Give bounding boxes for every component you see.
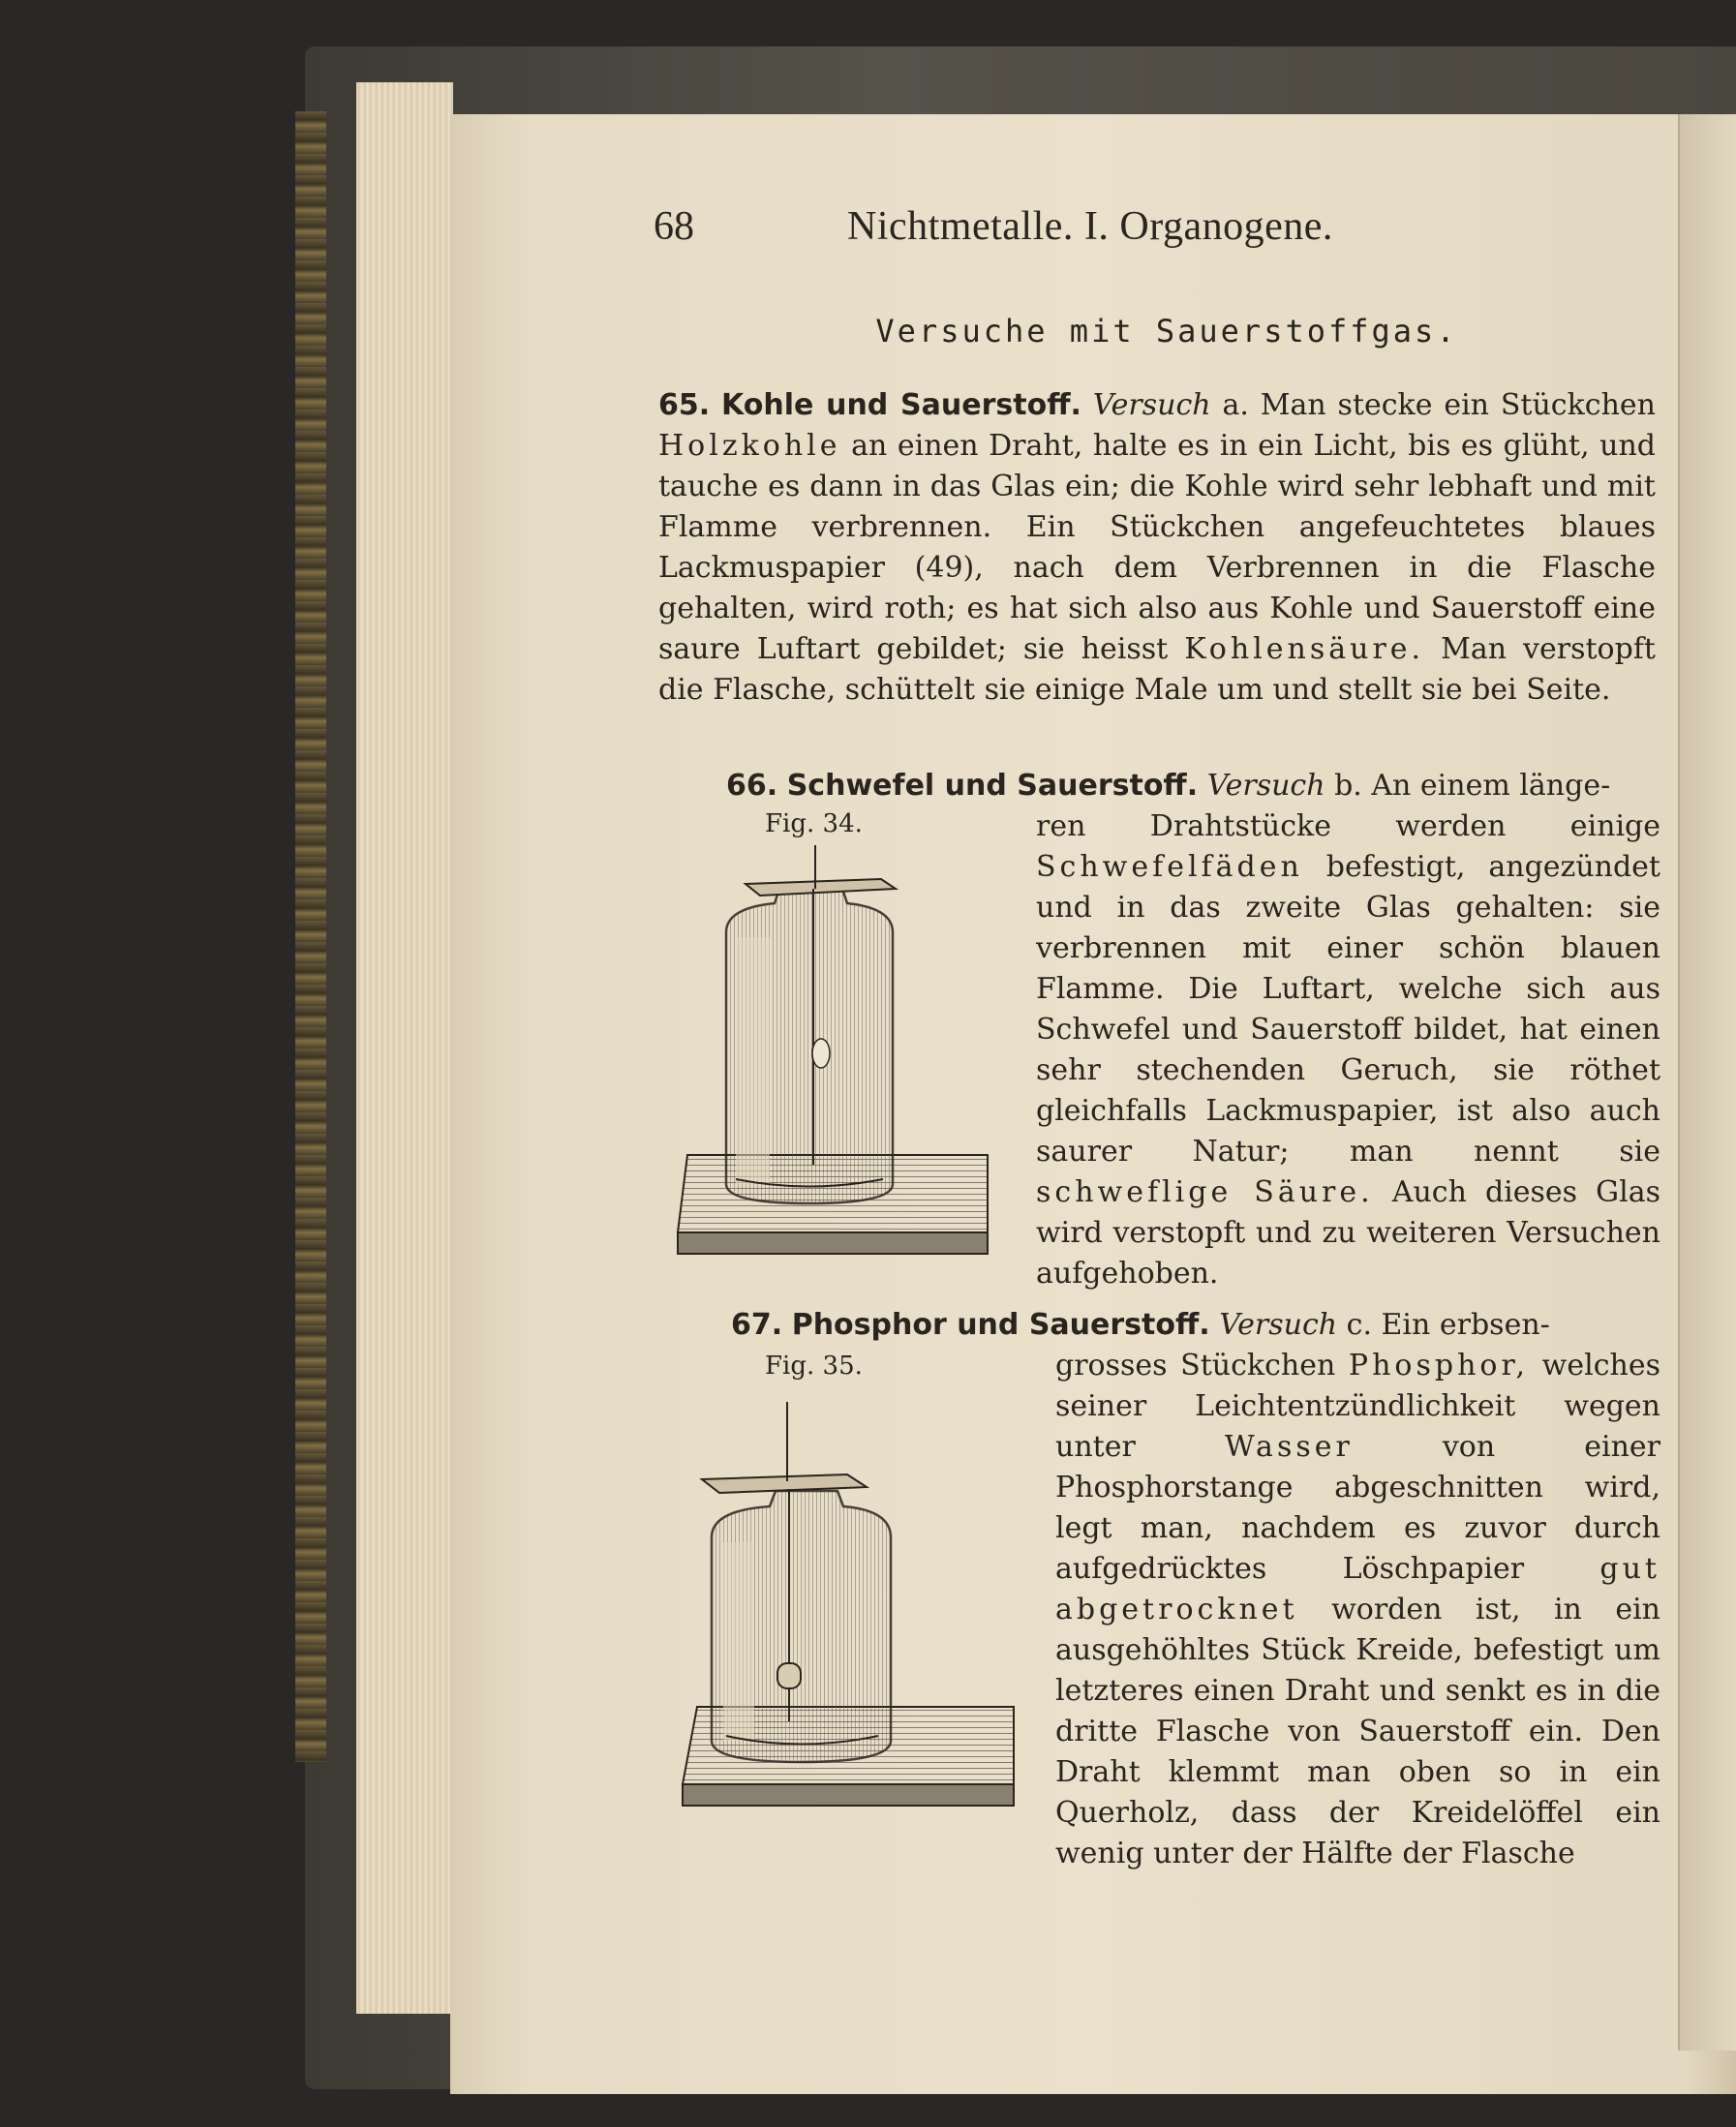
versuch-label: Versuch — [1092, 388, 1211, 422]
paragraph-67-body — [1055, 1346, 1660, 1874]
spaced-term: Schwefelfäden — [1036, 850, 1303, 884]
spaced-term: Holzkohle — [658, 429, 841, 463]
versuch-label: Versuch — [1206, 769, 1325, 803]
spaced-term: Kohlensäure. — [1184, 632, 1425, 666]
paragraph-title: Schwefel und Sauerstoff. — [786, 769, 1199, 803]
spaced-term: Phosphor, — [1348, 1349, 1530, 1383]
paragraph-number: 67. — [731, 1308, 783, 1342]
text-run: ren Drahtstücke werden einige — [1036, 809, 1660, 843]
text-run: an einen Draht, halte es in ein Licht, bis es glüht, und tauche es dann in das Glas ein; die Kohle wird sehr lebhaft und mit Flamme verbrennen. Ein Stückchen angefeuchtetes blaues Lackmuspapier (49), nach dem Verbrennen in die Flasche gehalten, wird roth; es hat sich also aus Kohle und Sauerstoff eine saure Luftart gebildet; sie heisst — [658, 429, 1656, 666]
book-spine — [295, 111, 326, 1762]
figure-label: Fig. 35. — [765, 1352, 863, 1381]
text-run: Man stecke ein Stückchen — [1260, 388, 1656, 422]
versuch-letter: b. — [1334, 769, 1362, 803]
text-run: Auch dieses Glas wird verstopft und zu weiteren Versuchen aufgehoben. — [1036, 1175, 1660, 1291]
versuch-letter: c. — [1346, 1308, 1372, 1342]
page-edges — [356, 82, 453, 2014]
next-page-edge — [1678, 114, 1736, 2051]
text-run: grosses Stückchen — [1055, 1349, 1336, 1383]
spaced-term: gut abgetrocknet — [1055, 1552, 1660, 1626]
figure-34-bottle-with-sulfur — [668, 845, 997, 1261]
figure-35-bottle-with-phosphorus — [673, 1402, 1021, 1828]
page-number: 68 — [654, 204, 694, 249]
paragraph-67-heading — [731, 1305, 1660, 1346]
text-run: welches seiner Leichtentzündlichkeit wegen unter — [1055, 1349, 1660, 1464]
running-head: Nichtmetalle. I. Organogene. — [847, 204, 1333, 249]
paragraph-66-body — [1036, 806, 1660, 1294]
paragraph-title: Phosphor und Sauerstoff. — [791, 1308, 1210, 1342]
spaced-term: Wasser — [1224, 1430, 1354, 1464]
text-run: Ein erbsen- — [1381, 1308, 1550, 1342]
section-title: Versuche mit Sauerstoffgas. — [875, 313, 1458, 349]
spaced-term: schweflige Säure. — [1036, 1175, 1374, 1209]
paragraph-65 — [658, 385, 1656, 711]
versuch-letter: a. — [1222, 388, 1249, 422]
paragraph-66-heading — [726, 766, 1660, 806]
text-run: Man verstopft die Flasche, schüttelt sie einige Male um und stellt sie bei Seite. — [658, 632, 1656, 707]
text-run: An einem länge- — [1371, 769, 1611, 803]
text-run: befestigt, angezündet und in das zweite Glas gehalten: sie verbrennen mit einer schön blauen Flamme. Die Luftart, welche sich aus Schwefel und Sauerstoff bildet, hat einen sehr stechenden Geruch, sie röthet gleichfalls Lackmuspapier, ist also auch saurer Natur; man nennt sie — [1036, 850, 1660, 1169]
paragraph-number: 65. — [658, 388, 711, 422]
figure-label: Fig. 34. — [765, 809, 863, 838]
paragraph-title: Kohle und Sauerstoff. — [721, 388, 1081, 422]
book-page — [450, 114, 1736, 2094]
paragraph-number: 66. — [726, 769, 778, 803]
text-run: von einer Phosphorstange abgeschnitten wird, legt man, nachdem es zuvor durch aufgedrücktes Löschpapier — [1055, 1430, 1660, 1586]
text-run: worden ist, in ein ausgehöhltes Stück Kreide, befestigt um letzteres einen Draht und senkt es in die dritte Flasche von Sauerstoff ein. Den Draht klemmt man oben so in ein Querholz, dass der Kreidelöffel ein wenig unter der Hälfte der Flasche — [1055, 1593, 1660, 1870]
versuch-label: Versuch — [1219, 1308, 1338, 1342]
